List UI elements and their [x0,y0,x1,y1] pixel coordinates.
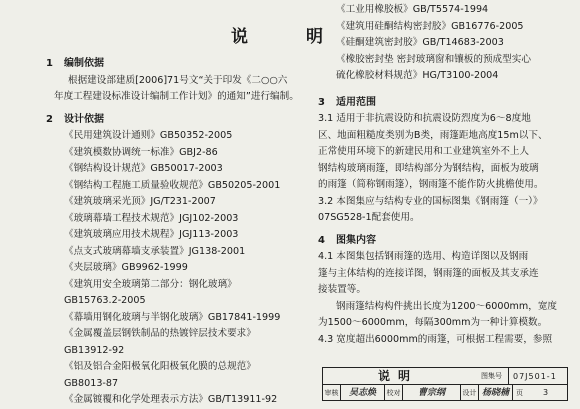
checker-signature: 曹宗纲 [403,385,461,401]
reference-line: 《钢结构设计规范》GB50017-2003 [64,163,223,174]
title-block [322,367,568,401]
reviewer-signature: 吴志焕 [341,385,385,401]
right-column [318,2,568,348]
review-label: 审核 [323,385,341,401]
section-2-heading [46,112,312,129]
reference-line: 《工业用橡胶板》GB/T5574-1994 [336,4,489,15]
text-line: 3.1 适用于非抗震设防和抗震设防烈度为6～8度地 [318,113,531,124]
reference-line: 《点支式玻璃幕墙支承装置》JG138-2001 [64,245,246,257]
design-label: 设计 [461,385,479,401]
text-line: 为1500～6000mm，每隔300mm为一种计算模数。 [318,317,548,328]
text-line: 4.1 本图集包括钢雨篷的选用、构造详图以及钢雨 [318,251,529,262]
text-line: 年度工程建设标准设计编制工作计划》的通知”进行编制。 [54,91,299,102]
reference-line: GB8013-87 [64,377,119,389]
reference-line: 《橡胶密封垫 密封玻璃窗和镶板的预成型实心 [336,53,531,65]
section-number: 1 [46,58,53,69]
reference-line: 《玻璃幕墙工程技术规范》JGJ102-2003 [64,212,239,224]
check-label: 校对 [385,385,403,401]
section-title: 适用范围 [336,96,376,108]
reference-line: 《硅酮建筑密封胶》GB/T14683-2003 [336,37,504,48]
reference-line: GB13912-92 [64,344,125,356]
atlas-label: 图集号 [481,372,502,380]
text-line: 正常使用环境下的新建民用和工业建筑室外不上人 [318,146,530,157]
section-number: 4 [318,234,325,246]
reference-line: 《幕墙用钢化玻璃与半钢化玻璃》GB17841-1999 [64,311,281,323]
reference-line: 《金属镀覆和化学处理表示方法》GB/T13911-92 [64,394,278,405]
text-line: 钢结构玻璃雨篷，即结构部分为钢结构，面板为玻璃 [318,162,539,174]
text-line: 区、地面粗糙度类别为B类，雨篷距地高度15m以下、 [318,129,548,141]
text-line: 的雨篷（简称钢雨篷），钢雨篷不能作防火挑檐使用。 [318,179,544,190]
reference-line: 《建筑用硅酮结构密封胶》GB16776-2005 [336,20,524,32]
section-number: 2 [46,113,53,125]
page-label: 页 [516,389,523,397]
text-line: 3.2 本图集应与结构专业的国标图集《钢雨篷（一）》 [318,195,543,207]
designer-signature: 杨晓楠 [479,385,513,401]
reference-line: 《金属覆盖层钢铁制品的热镀锌层技术要求》 [64,328,256,339]
reference-line: 《夹层玻璃》GB9962-1999 [64,262,188,273]
section-1-heading [46,56,312,73]
reference-line: 《钢结构工程施工质量验收规范》GB50205-2001 [64,179,281,191]
reference-line: 《建筑玻璃采光顶》JG/T231-2007 [64,196,216,207]
section-4-heading [318,233,568,250]
text-line: 钢雨篷结构构件挑出长度为1200～6000mm，宽度 [336,300,558,312]
reference-line: 《民用建筑设计通则》GB50352-2005 [64,130,233,141]
text-line: 接装置等。 [318,284,366,295]
title-block-title: 说明 [377,369,418,383]
page-title: 说 明 [231,27,349,47]
section-title: 设计依据 [64,113,104,125]
signature-row [323,385,567,401]
text-line: 篷与主体结构的连接详图，钢雨篷的面板及其支承连 [318,267,539,279]
section-title: 编制依据 [64,58,104,69]
reference-line: 硫化橡胶材料规范》HG/T3100-2004 [336,70,499,81]
text-line: 07SG528-1配套使用。 [318,212,420,223]
text-line: 4.3 宽度超出6000mm的雨篷，可根据工程需要，参照 [318,333,553,345]
section-3-heading [318,95,568,112]
reference-line: GB15763.2-2005 [64,295,146,306]
reference-line: 《建筑模数协调统一标准》GBJ2-86 [64,146,218,158]
text-line: 根据建设部建质[2006]71号文“关于印发《二○○六 [68,74,288,86]
atlas-number: 07J501-1 [513,372,557,381]
reference-line: 《建筑玻璃应用技术规程》JGJ113-2003 [64,229,239,240]
reference-line: 《铝及铝合金阳极氧化阳极氧化膜的总规范》 [64,361,256,372]
reference-line: 《建筑用安全玻璃第二部分：钢化玻璃》 [64,278,237,290]
page-number: 3 [543,388,549,397]
section-title: 图集内容 [336,234,376,246]
left-column [46,56,312,409]
section-number: 3 [318,96,325,108]
